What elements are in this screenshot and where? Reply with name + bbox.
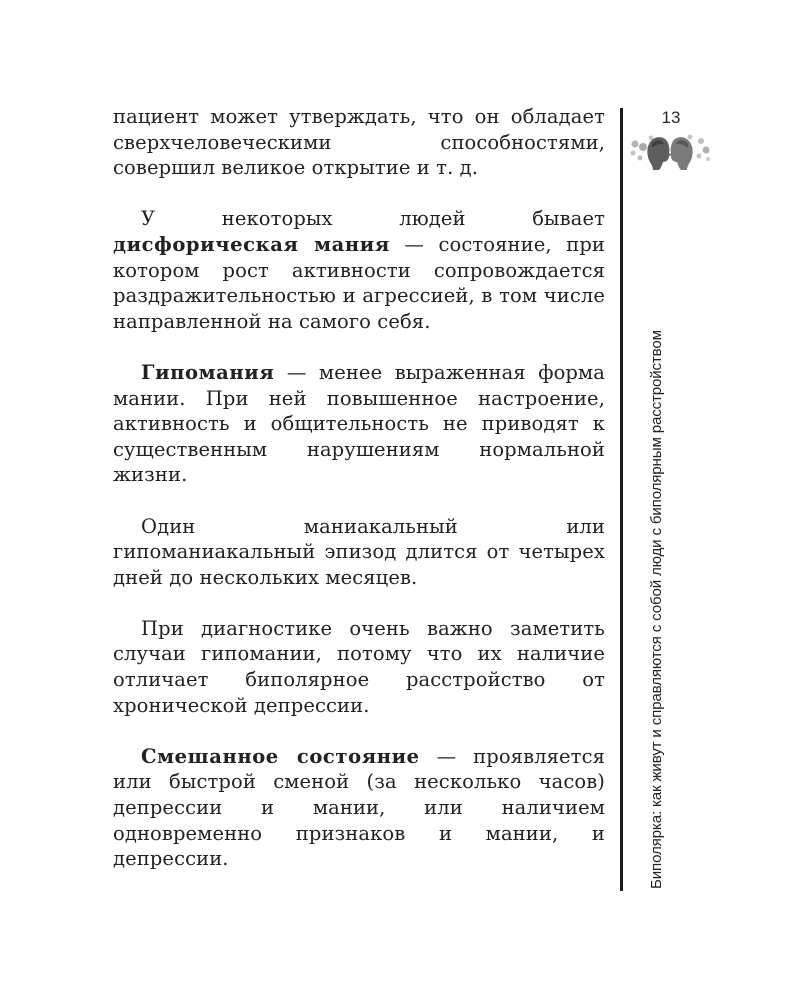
paragraph-hypomania bbox=[113, 360, 605, 488]
paragraph-text: — менее выраженная форма мании. При ней повышенное настроение, активность и общительность не приводят к существенным нарушениям нормальной жизни. bbox=[113, 360, 605, 487]
page-number: 13 bbox=[661, 108, 681, 127]
margin-rule bbox=[620, 108, 623, 891]
paragraph-dysphoric-mania bbox=[113, 206, 605, 334]
running-title: Биполярка: как живут и справляются с собой люди с биполярным расстройством bbox=[648, 330, 665, 889]
term-hypomania: Гипомания bbox=[141, 360, 275, 384]
paragraph-continued bbox=[113, 104, 605, 181]
paragraph-text: При диагностике очень важно заметить случаи гипомании, потому что их наличие отличает биполярное расстройство от хронической депрессии. bbox=[113, 616, 605, 717]
paragraph-episode-duration bbox=[113, 514, 605, 591]
term-dysphoric-mania: дисфорическая мания bbox=[113, 232, 390, 256]
paragraph-text: пациент может утверждать, что он обладает сверхчеловеческими способностями, совершил великое открытие и т. д. bbox=[113, 105, 605, 180]
paragraph-mixed-state bbox=[113, 744, 605, 872]
paragraph-diagnostics bbox=[113, 616, 605, 718]
paragraph-text: — проявляется или быстрой сменой (за несколько часов) депрессии и мании, или наличием одновременно признаков и мании, и депрессии. bbox=[113, 744, 605, 871]
two-faces-ornament-icon bbox=[629, 132, 711, 172]
term-mixed-state: Смешанное состояние bbox=[141, 744, 420, 768]
body-text bbox=[113, 104, 605, 872]
paragraph-text: Один маниакальный или гипоманиакальный эпизод длится от четырех дней до нескольких месяцев. bbox=[113, 514, 605, 589]
paragraph-lead: У некоторых людей бывает bbox=[141, 207, 605, 231]
paragraph-text: — состояние, при котором рост активности сопровождается раздражительностью и агрессией, в том числе направленной на самого себя. bbox=[113, 232, 606, 333]
